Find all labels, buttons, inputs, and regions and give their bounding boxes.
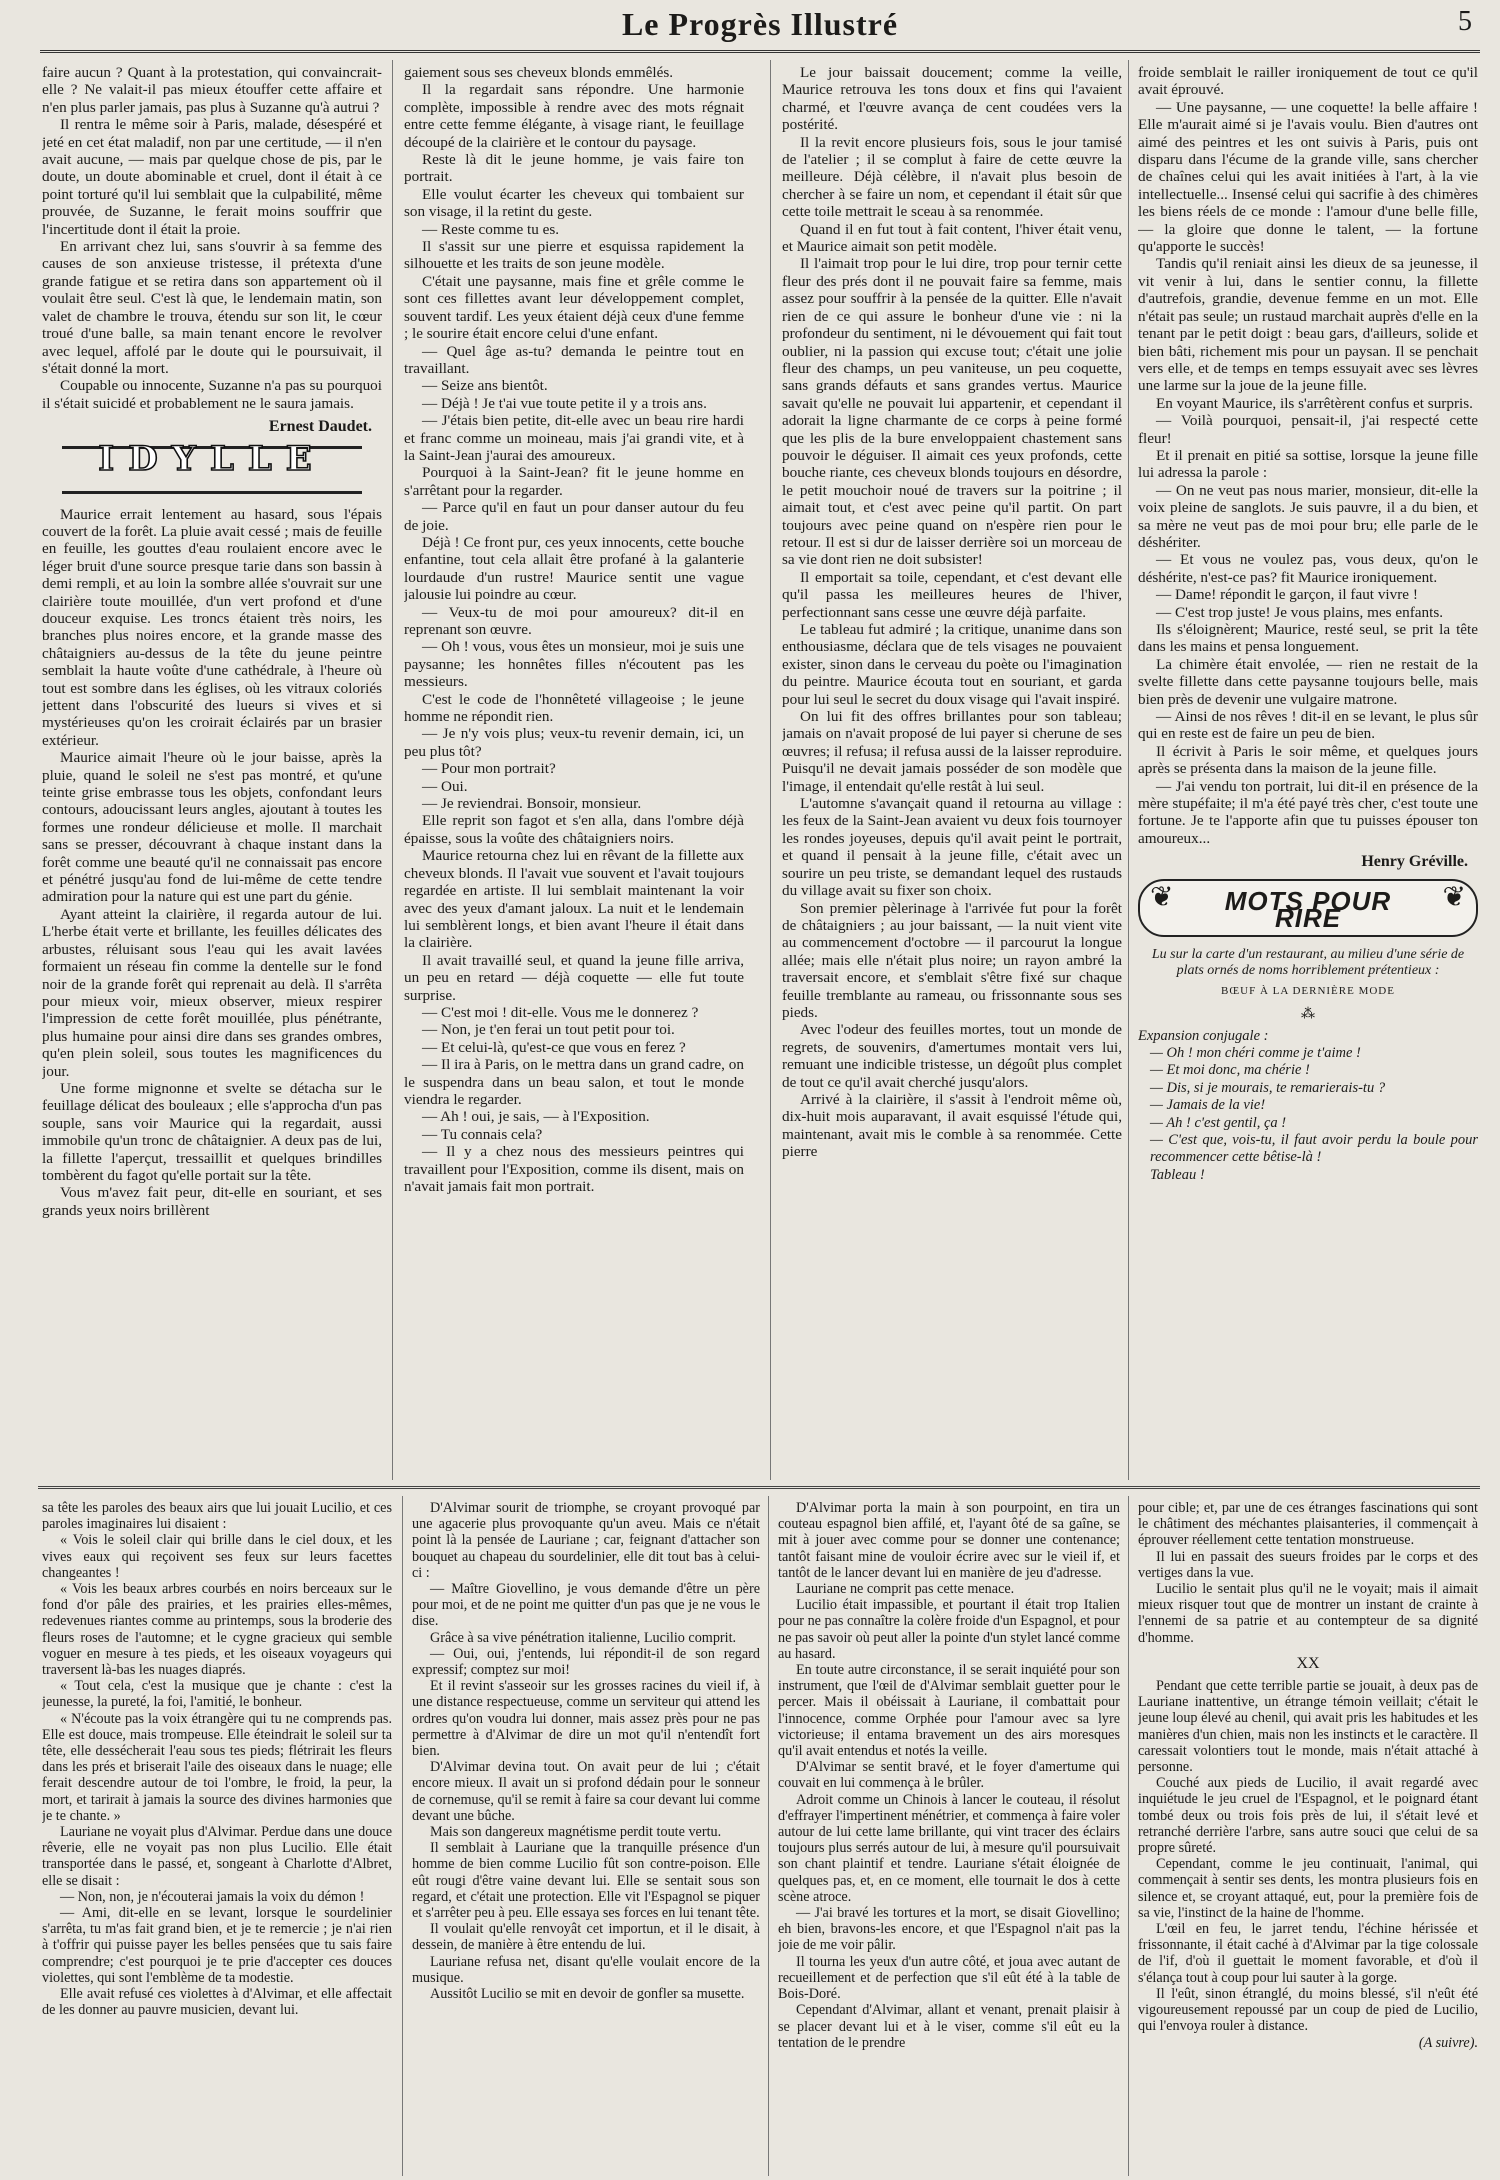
- serial-column-1: [42, 1500, 392, 2176]
- paragraph: — Seize ans bientôt.: [422, 377, 548, 395]
- paragraph: Il avait travaillé seul, et quand la jeune fille arriva, un peu en retard — déjà coquette — elle fut toute surprise.: [404, 951, 744, 1004]
- paragraph: Et il revint s'asseoir sur les grosses racines du vieil if, à une distance respectueuse, comme un serviteur qui attend les ordres qu'on voudra lui donner, mais assez près pour ne pas permettre à d'Alvimar de dire un mot qu'il n'entendît fort bien.: [412, 1678, 760, 1760]
- paragraph: Vous m'avez fait peur, dit-elle en souriant, et ses grands yeux noirs brillèrent: [42, 1184, 382, 1219]
- paragraph: — Et vous ne voulez pas, vous deux, qu'on le déshérite, n'est-ce pas? fit Maurice ironiquement.: [1138, 551, 1478, 586]
- paragraph: Maurice retourna chez lui en rêvant de la fillette aux cheveux blonds. Il l'avait vue souvent et l'avait toujours regardée en artiste. Il lui semblait maintenant la voir avec des yeux d'amant jaloux. La nuit et le lendemain lui semblèrent longs, et bien avant l'heure il était dans la clairière.: [404, 847, 744, 952]
- author-signature: Henry Gréville.: [1361, 853, 1468, 871]
- paragraph: Il l'eût, sinon étranglé, du moins blessé, s'il n'eût été vigoureusement repoussé par un coup de pied de Lucilio, qui l'envoya rouler à distance.: [1138, 1985, 1478, 2035]
- paragraph: D'Alvimar porta la main à son pourpoint, en tira un couteau espagnol bien affilé, et, l'ayant ôté de sa gaîne, se mit à jouer avec comme pour se donner une contenance; tantôt faisant mine de vouloir écrire avec sur le vieil if, et tantôt de le lancer devant lui en manière de jeu d'adresse.: [778, 1500, 1120, 1581]
- paragraph: — Non, je t'en ferai un tout petit pour toi.: [422, 1021, 675, 1039]
- paragraph: Le tableau fut admiré ; la critique, unanime dans son enthousiasme, déclara que de tels visages ne pouvaient exister, sinon dans le cerveau du poète ou l'imagination du peintre. Maurice écouta tout en souriant, et garda pour lui seul le secret du doux visage qui l'avait inspiré.: [782, 621, 1122, 708]
- paragraph: Pourquoi à la Saint-Jean? fit le jeune homme en s'arrêtant pour la regarder.: [404, 464, 744, 499]
- paragraph: — Voilà pourquoi, pensait-il, j'ai respecté cette fleur!: [1138, 412, 1478, 447]
- joke-line: Expansion conjugale :: [1138, 1027, 1269, 1044]
- paragraph: Il tourna les yeux d'un autre côté, et joua avec autant de recueillement et de perfection que s'il eût été à la table de Bois-Doré.: [778, 1953, 1120, 2003]
- masthead: [40, 0, 1480, 53]
- paragraph: sa tête les paroles des beaux airs que lui jouait Lucilio, et ces paroles imaginaires lui disaient :: [42, 1500, 392, 1533]
- paragraph: faire aucun ? Quant à la protestation, qui convaincrait-elle ? Ne valait-il pas mieux étouffer cette affaire et n'en plus parler jamais, pas plus à Suzanne qu'à autrui ?: [42, 64, 382, 116]
- paragraph: Lucilio le sentait plus qu'il ne le voyait; mais il aimait mieux risquer tout que de montrer un instant de crainte à l'ennemi de sa patrie et au contempteur de sa dignité d'homme.: [1138, 1581, 1478, 1646]
- paragraph: — Oui.: [422, 777, 468, 795]
- paragraph: — Maître Giovellino, je vous demande d'être un père pour moi, et de ne point me quitter d'un pas que je ne vous le dise.: [412, 1581, 760, 1630]
- column-rule: [392, 60, 393, 1480]
- paragraph: Il semblait à Lauriane que la tranquille présence d'un homme de bien comme Lucilio fût son contre-poison. Elle eût rougi d'être vaine devant lui. Elle se sentait sous son regard, et c'était une protection. Elle vit l'Espagnol se piquer et s'arrêter peu à peu. Elle essaya ses forces en lui tenant tête.: [412, 1840, 760, 1922]
- column-rule: [768, 1496, 769, 2176]
- column-rule: [770, 60, 771, 1480]
- paragraph: Arrivé à la clairière, il s'assit à l'endroit même où, dix-huit mois auparavant, il avait esquissé l'étude qui, maintenant, avait mis le comble à sa renommée. Cette pierre: [782, 1090, 1122, 1161]
- paragraph: Adroit comme un Chinois à lancer le couteau, il résolut d'effrayer l'impertinent ménétrier, et commença à faire voler autour de lui cette lame brillante, qui vint tracer des éclairs toujours plus serrés autour de lui, à mesure qu'il poursuivait son chant plaintif et tendre. Lauriane s'était éloignée de quelques pas, et, en ce moment, elle tournait le dos à cette scène atroce.: [778, 1791, 1120, 1905]
- paragraph: D'Alvimar sourit de triomphe, se croyant provoqué par une agacerie plus provoquante qu'un aveu. Mais ce n'était point là la pensée de Lauriane ; car, feignant d'attacher son bouquet au chapeau du sourdelinier, elle dit tout bas à celui-ci :: [412, 1500, 760, 1581]
- paragraph: Elle avait refusé ces violettes à d'Alvimar, et elle affectait de les donner au pauvre musicien, devant lui.: [42, 1986, 392, 2019]
- paragraph: — Non, non, je n'écouterai jamais la voix du démon !: [60, 1888, 365, 1905]
- serial-column-4: [1138, 1500, 1478, 2176]
- paragraph: Reste là dit le jeune homme, je vais faire ton portrait.: [404, 151, 744, 186]
- story-title-text: IDYLLE: [98, 438, 326, 479]
- section-title: MOTS POUR RIRE: [1224, 885, 1392, 934]
- paragraph: — J'étais bien petite, dit-elle avec un beau rire hardi et franc comme un moineau, mais j'ai grandi vite, et à la Saint-Jean j'aurai des amoureux.: [404, 412, 744, 464]
- joke-line: — Jamais de la vie!: [1150, 1097, 1266, 1114]
- joke-line: — Et moi donc, ma chérie !: [1150, 1062, 1310, 1079]
- paragraph: — Veux-tu de moi pour amoureux? dit-il en reprenant son œuvre.: [404, 603, 744, 638]
- paragraph: Elle voulut écarter les cheveux qui tombaient sur son visage, il la retint du geste.: [404, 185, 744, 221]
- story-title: [62, 438, 362, 494]
- paragraph: Il l'aimait trop pour le lui dire, trop pour ternir cette fleur des prés dont il ne pouvait faire sa femme, mais assez pour souffrir à la pensée de la quitter. Elle n'avait rien de ce qui assure le bonheur d'une vie : ni la profondeur du sentiment, ni le dévouement qui fait tout oublier, ni la passion qui excuse tout; c'était une jolie fleur des champs, un peu vaniteuse, un peu coquette, sans grands défauts et sans grandes vertus. Maurice savait qu'elle ne pouvait lui appartenir, et cependant il adorait la ligne charmante de ce corps à peine formé que les plis de la bure enveloppaient chastement sans pouvoir le déguiser. Il aimait ces yeux profonds, cette bouche riante, ces cheveux blonds toujours en désordre, le petit mouchoir noué de travers sur la poitrine ; il aimait tout, et c'est avec peine qu'il partit. On part toujours avec peine quand on n'espère rien pour le retour. Il est si dur de laisser derrière soi un morceau de sa vie dont rien ne doit subsister!: [782, 255, 1122, 569]
- paragraph: L'œil en feu, le jarret tendu, l'échine hérissée et frissonnante, il était caché à d'Alvimar par la tige colossale de l'if, d'où il guettait le moment favorable, et d'où il s'élança tout à coup pour lui sauter à la gorge.: [1138, 1921, 1478, 1986]
- joke-line: — Oh ! mon chéri comme je t'aime !: [1150, 1044, 1361, 1061]
- mots-pour-rire-banner: [1138, 879, 1478, 937]
- paragraph: C'était une paysanne, mais fine et grêle comme le sont ces fillettes avant leur développement complet, souvent tardif. Les yeux étaient déjà ceux d'une femme ; le sourire était encore celui d'une enfant.: [404, 272, 744, 343]
- paragraph: Tandis qu'il reniait ainsi les dieux de sa jeunesse, il vit venir à lui, dans le sentier connu, la fillette d'autrefois, grandie, devenue femme en un mot. Elle n'était pas seule; un rustaud marchait auprès d'elle en la tenant par le petit doigt : beau gars, d'ailleurs, solide et bien bâti, richement mis pour un paysan. Il se penchait vers elle, et de temps en temps essuyait avec ses lèvres une larme sur la joue de la jeune fille.: [1138, 255, 1478, 395]
- joke-lines: [1138, 1028, 1478, 1185]
- paragraph: Lauriane refusa net, disant qu'elle voulait encore de la musique.: [412, 1953, 760, 1986]
- paragraph: — J'ai bravé les tortures et la mort, se disait Giovellino; eh bien, bravons-les encore, et que l'Espagnol n'ait pas la joie de me voir pâlir.: [778, 1905, 1120, 1954]
- newspaper-title: Le Progrès Illustré: [621, 6, 899, 42]
- paragraph: Il s'assit sur une pierre et esquissa rapidement la silhouette et les traits de son jeune modèle.: [404, 238, 744, 273]
- paragraph: — C'est moi ! dit-elle. Vous me le donnerez ?: [422, 1003, 699, 1021]
- paragraph: C'est le code de l'honnêteté villageoise ; le jeune homme ne répondit rien.: [404, 690, 744, 726]
- joke-dish-name: BŒUF À LA DERNIÈRE MODE: [1221, 984, 1395, 997]
- paragraph: Déjà ! Ce front pur, ces yeux innocents, cette bouche enfantine, tout cela allait être profané à la galanterie lourdaude d'un rustre! Maurice sentit une vague jalousie lui poindre au cœur.: [404, 533, 744, 604]
- joke-line: — C'est que, vois-tu, il faut avoir perdu la boule pour recommencer cette bêtise-là !: [1150, 1131, 1478, 1166]
- paragraph: — Parce qu'il en faut un pour danser autour du feu de joie.: [404, 499, 744, 534]
- ornament-icon: ❦: [1150, 881, 1174, 913]
- paragraph: Ils s'éloignèrent; Maurice, resté seul, se prit la tête dans les mains et pensa longuement.: [1138, 621, 1478, 656]
- asterism-ornament: ⁂: [1301, 1007, 1315, 1023]
- ornament-icon: ❦: [1442, 881, 1466, 913]
- paragraph: — Tu connais cela?: [422, 1125, 543, 1143]
- paragraph: Le jour baissait doucement; comme la veille, Maurice retrouva les tons doux et fins qui l'avaient charmé, et l'œuvre avança de cent coudées vers la postérité.: [782, 64, 1122, 134]
- paragraph: Il voulait qu'elle renvoyât cet importun, et il le disait, à dessein, de manière à être entendu de lui.: [412, 1921, 760, 1954]
- paragraph: La chimère était envolée, — rien ne restait de la svelte fillette dans cette paysanne toujours belle, mais bien près de devenir une vulgaire matrone.: [1138, 655, 1478, 708]
- paragraph: — Je n'y vois plus; veux-tu revenir demain, ici, un peu plus tôt?: [404, 725, 744, 760]
- paragraph: — Ah ! oui, je sais, — à l'Exposition.: [422, 1108, 650, 1126]
- paragraph: Et il prenait en pitié sa sottise, lorsque la jeune fille lui adressa la parole :: [1138, 446, 1478, 482]
- paragraph: Lucilio était impassible, et pourtant il était trop Italien pour ne pas connaître la colère froide d'un Espagnol, et pour ne pas savoir où peut aller la pointe d'un stylet lancé comme au hasard.: [778, 1597, 1120, 1662]
- paragraph: — Il y a chez nous des messieurs peintres qui travaillent pour l'Exposition, comme ils disent, mais on n'avait jamais fait mon portrait.: [404, 1143, 744, 1195]
- paragraph: — Et celui-là, qu'est-ce que vous en ferez ?: [422, 1038, 686, 1056]
- serial-column-3: [778, 1500, 1120, 2176]
- paragraph: Ayant atteint la clairière, il regarda autour de lui. L'herbe était verte et brillante, les feuilles délicates des arbustes, réluisant sous l'eau qui les avait lavées formaient un réseau fin comme la dentelle sur le fond noir de la grande forêt qui reprenait au delà. Il s'arrêta pour mieux voir, mieux observer, mieux respirer l'impression de cette forêt mouillée, plus pénétrante, plus humaine pour ainsi dire dans ses grandes ombres, qu'en plein soleil, sous toutes les magnificences du jour.: [42, 905, 382, 1080]
- paragraph: Couché aux pieds de Lucilio, il avait regardé avec inquiétude le jeu cruel de l'Espagnol, et le poignard étant tombé deux ou trois fois près de lui, il s'était levé et retranché derrière l'arbre, sans autre souci que celui de sa propre sûreté.: [1138, 1775, 1478, 1857]
- paragraph: Lauriane ne voyait plus d'Alvimar. Perdue dans une douce rêverie, elle ne voyait pas non plus Lucilio. Elle était transportée dans le passé, et, songeant à Charlotte d'Albret, elle se disait :: [42, 1824, 392, 1889]
- paragraph: En voyant Maurice, ils s'arrêtèrent confus et surpris.: [1156, 394, 1473, 412]
- column-1: [42, 64, 382, 1482]
- paragraph: Mais son dangereux magnétisme perdit toute vertu.: [430, 1824, 722, 1841]
- to-be-continued: (A suivre).: [1418, 2034, 1478, 2051]
- paragraph: — C'est trop juste! Je vous plains, mes enfants.: [1156, 603, 1444, 621]
- paragraph: Une forme mignonne et svelte se détacha sur le feuillage délicat des bouleaux ; elle s'approcha d'un pas souple, sans voir Maurice qui la regardait, aussi immobile qu'un tronc de châtaignier. A deux pas de lui, la fillette l'aperçut, tressaillit et quelques brindilles tombèrent du fagot qu'elle portait sur la tête.: [42, 1079, 382, 1184]
- paragraph: Pendant que cette terrible partie se jouait, à deux pas de Lauriane inattentive, un étrange témoin veillait; c'était le jeune loup élevé au chenil, qui avait pris les habitudes et les manières d'un chien, mais non les instincts et le caractère. Il caressait volontiers tout le monde, mais n'était attaché à personne.: [1138, 1678, 1478, 1776]
- paragraph: Quand il en fut tout à fait content, l'hiver était venu, et Maurice aimait son petit modèle.: [782, 220, 1122, 256]
- paragraph: D'Alvimar se sentit bravé, et le foyer d'amertume qui couvait en lui commença à le brûler.: [778, 1759, 1120, 1792]
- paragraph: Il lui en passait des sueurs froides par le corps et des vertiges dans la vue.: [1138, 1548, 1478, 1581]
- paragraph: D'Alvimar devina tout. On avait peur de lui ; c'était encore mieux. Il avait un si profond dédain pour le sonneur de cornemuse, qu'il se remit à faire sa cour devant lui comme devant une bûche.: [412, 1759, 760, 1824]
- author-signature: Ernest Daudet.: [268, 418, 372, 436]
- joke-line: — Dis, si je mourais, te remarierais-tu ?: [1150, 1079, 1386, 1096]
- paragraph: Maurice aimait l'heure où le jour baisse, après la pluie, quand le soleil ne s'est pas montré, et qu'une teinte grise embrasse tous les objets, confondant leurs contours, adoucissant leurs angles, ajoutant à toutes les formes une rondeur délicieuse et molle. Il marchait sans se presser, découvrant à chaque instant dans la forêt comme une beauté qu'il ne connaissait pas encore et pénétré jusqu'au fond de lui-même de cette tendre admiration pour la nature qui est une part du génie.: [42, 749, 382, 906]
- paragraph: « Tout cela, c'est la musique que je chante : c'est la jeunesse, la pureté, la foi, l'amitié, le bonheur.: [42, 1678, 392, 1711]
- column-rule: [402, 1496, 403, 2176]
- paragraph: — Ami, dit-elle en se levant, lorsque le sourdelinier s'arrêta, tu m'as fait grand bien, et je te remercie ; je n'ai rien à t'offrir qui puisse payer les belles pensées que tu sais faire comprendre; c'est pourquoi je te prie d'accepter ces douces violettes, qui sont l'emblème de ta modestie.: [42, 1905, 392, 1986]
- paragraph: — Une paysanne, — une coquette! la belle affaire ! Elle m'aurait aimé si je l'avais voulu. Bien d'autres ont aimé des peintres et les ont suivis à Paris, puis ont disparu dans l'écume de la grande ville, sans chercher de chaînes celui qui les avait initiées à l'art, à la vie intellectuelle... Insensé celui qui sacrifie à des chimères les biens réels de ce monde : l'amour d'une belle fille, — la gloire que donne le talent, — la fortune qu'apporte le succès!: [1138, 98, 1478, 256]
- paragraph: Cependant d'Alvimar, allant et venant, prenait plaisir à se placer devant lui et à le viser, comme s'il eût eu la tentation de le prendre: [778, 2002, 1120, 2051]
- paragraph: En toute autre circonstance, il se serait inquiété pour son instrument, que l'œil de d'Alvimar semblait guetter pour le percer. Mais il obéissait à Lauriane, il combattait pour l'innocence, comme Orphée pour l'amour avec sa lyre victorieuse; il entama bravement un des airs moresques qu'il avait entendus et notés la veille.: [778, 1662, 1120, 1760]
- paragraph: — Oh ! vous, vous êtes un monsieur, moi je suis une paysanne; les honnêtes filles n'écoutent pas les messieurs.: [404, 638, 744, 691]
- serial-column-2: [412, 1500, 760, 2176]
- paragraph: « Vois les beaux arbres courbés en noirs berceaux sur le fond d'or pâle des prairies, et les prairies elles-mêmes, redevenues riantes comme au printemps, sous la broderie des fleurs roses de l'automne; et le cygne gracieux qui semble voguer en mesure à tes pieds, et les oiseaux voyageurs qui traversent là-bas les nuages diaprés.: [42, 1581, 392, 1679]
- paragraph: — Ainsi de nos rêves ! dit-il en se levant, le plus sûr qui en reste est de faire un peu de bien.: [1138, 708, 1478, 743]
- paragraph: Grâce à sa vive pénétration italienne, Lucilio comprit.: [430, 1629, 737, 1646]
- paragraph: Il la regardait sans répondre. Une harmonie complète, impossible à rendre avec des mots régnait entre cette femme élégante, à visage riant, le feuillage découpé de la clairière et le contour du paysage.: [404, 81, 744, 151]
- column-rule: [1128, 60, 1129, 1480]
- paragraph: « Vois le soleil clair qui brille dans le ciel doux, et les vives eaux qui reçoivent ses feux sur leurs facettes changeantes !: [42, 1532, 392, 1581]
- paragraph: Coupable ou innocente, Suzanne n'a pas su pourquoi il s'était suicidé et probablement ne le saura jamais.: [42, 377, 382, 412]
- paragraph: Il emportait sa toile, cependant, et c'est devant elle qu'il passa les meilleures heures de l'hiver, perfectionnant sans cesse une œuvre déjà parfaite.: [782, 568, 1122, 621]
- paragraph: gaiement sous ses cheveux blonds emmêlés.: [404, 64, 674, 81]
- paragraph: Il rentra le même soir à Paris, malade, désespéré et jeté en cet état maladif, non par une certitude, — il n'en avait aucune, — mais par quelque chose de pis, par le doute, un doute abominable et cruel, dont il était à ce point torturé qu'il lui semblait que la culpabilité, même prouvée, de Suzanne, le ferait moins souffrir que l'incertitude dont il était la proie.: [42, 116, 382, 238]
- paragraph: — Dame! répondit le garçon, il faut vivre !: [1156, 586, 1418, 604]
- paragraph: Avec l'odeur des feuilles mortes, tout un monde de regrets, de souvenirs, d'amertumes montait vers lui, remuant une indicible tristesse, un dégoût plus complet de tout ce qu'il avait cherché jusqu'alors.: [782, 1021, 1122, 1091]
- paragraph: Il écrivit à Paris le soir même, et quelques jours après se présenta dans la maison de la jeune fille.: [1138, 742, 1478, 778]
- column-4: [1138, 64, 1478, 1482]
- paragraph: — J'ai vendu ton portrait, lui dit-il en présence de la mère stupéfaite; il m'a été payé très cher, c'est toute une fortune. Je te l'apporte afin que tu puisses épouser ton amoureux...: [1138, 777, 1478, 847]
- paragraph: L'automne s'avançait quand il retourna au village : les feux de la Saint-Jean avaient vu deux fois tournoyer les rondes joyeuses, depuis qu'il avait peint le portrait, et quand il pensait à la jeune fille, c'était avec un sourire un peu triste, se demandant lequel des rustauds du village avait su fixer son choix.: [782, 795, 1122, 900]
- column-2: [404, 64, 744, 1482]
- paragraph: — Déjà ! Je t'ai vue toute petite il y a trois ans.: [422, 394, 707, 412]
- paragraph: Maurice errait lentement au hasard, sous l'épais couvert de la forêt. La pluie avait cessé ; mais de feuille en feuille, les gouttes d'eau roulaient encore avec le léger bruit d'une source presque tarie dans son bassin à demi rempli, et au loin la sombre allée s'ouvrait sur une clairière toute mouillée, d'un vert profond et d'une douceur exquise. Les troncs étaient très noirs, les branches plus noires encore, et la grande masse des châtaigniers au-dessus de la tête du jeune peintre semblait la haute voûte d'une cathédrale, à l'heure où tout est sombre dans les églises, où les vitraux coloriés jettent dans l'obscurité des lueurs si vives et si mystérieuses qu'on les croirait éclairés par un brasier extérieur.: [42, 505, 382, 749]
- paragraph: Aussitôt Lucilio se mit en devoir de gonfler sa musette.: [430, 1986, 745, 2003]
- paragraph: « N'écoute pas la voix étrangère qui tu ne comprends pas. Elle est douce, mais trompeuse. Elle éteindrait le soleil sur ta tête, elle dessécherait l'eau sous tes pieds; flétrirait les fleurs dans les prés et briserait l'aile des oiseaux dans le nuage; elle ferait descendre autour de toi l'ombre, le froid, la peur, la mort, et tarirait à jamais la source des divines harmonies que je te chante. »: [42, 1710, 392, 1824]
- paragraph: Lauriane ne comprit pas cette menace.: [796, 1581, 1015, 1598]
- paragraph: — Il ira à Paris, on le mettra dans un grand cadre, on le suspendra dans un beau salon, et tout le monde viendra le regarder.: [404, 1056, 744, 1108]
- paragraph: Il la revit encore plusieurs fois, sous le jour tamisé de l'atelier ; il se complut à faire de cette œuvre la meilleure. Déjà célèbre, il n'avait plus besoin de chercher à se faire un nom, et cependant il était sûr que cette toile mettrait le sceau à sa renommée.: [782, 133, 1122, 221]
- paragraph: pour cible; et, par une de ces étranges fascinations qui sont le châtiment des méchantes plaisanteries, il commençait à éprouver réellement cette tentation monstrueuse.: [1138, 1500, 1478, 1549]
- paragraph: froide semblait le railler ironiquement de tout ce qu'il avait éprouvé.: [1138, 64, 1478, 99]
- joke-intro: Lu sur la carte d'un restaurant, au milieu d'une série de plats ornés de noms horriblement prétentieux :: [1151, 946, 1465, 978]
- paragraph: — On ne veut pas nous marier, monsieur, dit-elle la voix pleine de sanglots. Je suis pauvre, il a du bien, et sa mère ne veut pas de moi pour bru; elle parle de le déshériter.: [1138, 481, 1478, 551]
- column-rule: [1128, 1496, 1129, 2176]
- paragraph: — Oui, oui, j'entends, lui répondit-il de son regard expressif; comptez sur moi!: [412, 1645, 760, 1679]
- joke-line: — Ah ! c'est gentil, ça !: [1150, 1114, 1287, 1131]
- paragraph: — Quel âge as-tu? demanda le peintre tout en travaillant.: [404, 342, 744, 377]
- paragraph: — Je reviendrai. Bonsoir, monsieur.: [422, 795, 642, 813]
- paragraph: Elle reprit son fagot et s'en alla, dans l'ombre déjà épaisse, sous la voûte des châtaigniers noirs.: [404, 812, 744, 847]
- paragraph: En arrivant chez lui, sans s'ouvrir à sa femme des causes de son anxieuse tristesse, il prétexta d'une grande fatigue et se retira dans son appartement où il voulait être seul. C'est là que, le lendemain matin, son valet de chambre le trouva, étendu sur son lit, le cœur troué d'une balle, sa main tenant encore le revolver avec lequel, affolé par le doute qui le poursuivait, il s'était donné la mort.: [42, 238, 382, 377]
- paragraph: Cependant, comme le jeu continuait, l'animal, qui commençait à sentir ses dents, les montra plusieurs fois en silence et, se croyant attaqué, eut, pour la première fois de sa vie, l'instinct de la haine de l'homme.: [1138, 1856, 1478, 1921]
- paragraph: Son premier pèlerinage à l'arrivée fut pour la forêt de châtaigniers ; au jour baissant, — la nuit vient vite au commencement d'octobre — il parcourut la longue allée; mais elle n'était plus noire; un rayon ambré la traversait encore, et s'emblait s'être fixé sur chaque feuille tremblante au rameau, ou frissonnante sous ses pieds.: [782, 899, 1122, 1021]
- section-divider: [38, 1486, 1480, 1489]
- page-number: 5: [1458, 6, 1472, 37]
- paragraph: — Reste comme tu es.: [422, 220, 560, 238]
- column-3: [782, 64, 1122, 1482]
- chapter-number: XX: [1296, 1654, 1320, 1672]
- joke-line: Tableau !: [1150, 1166, 1205, 1183]
- paragraph: — Pour mon portrait?: [422, 760, 556, 778]
- paragraph: On lui fit des offres brillantes pour son tableau; jamais on n'avait proposé de lui payer si cherune de ses œuvres; il refusa; il refusa aussi de la laisser reproduire. Puisqu'il ne devait jamais posséder de son modèle que l'image, il entendait qu'elle restât à lui seul.: [782, 708, 1122, 795]
